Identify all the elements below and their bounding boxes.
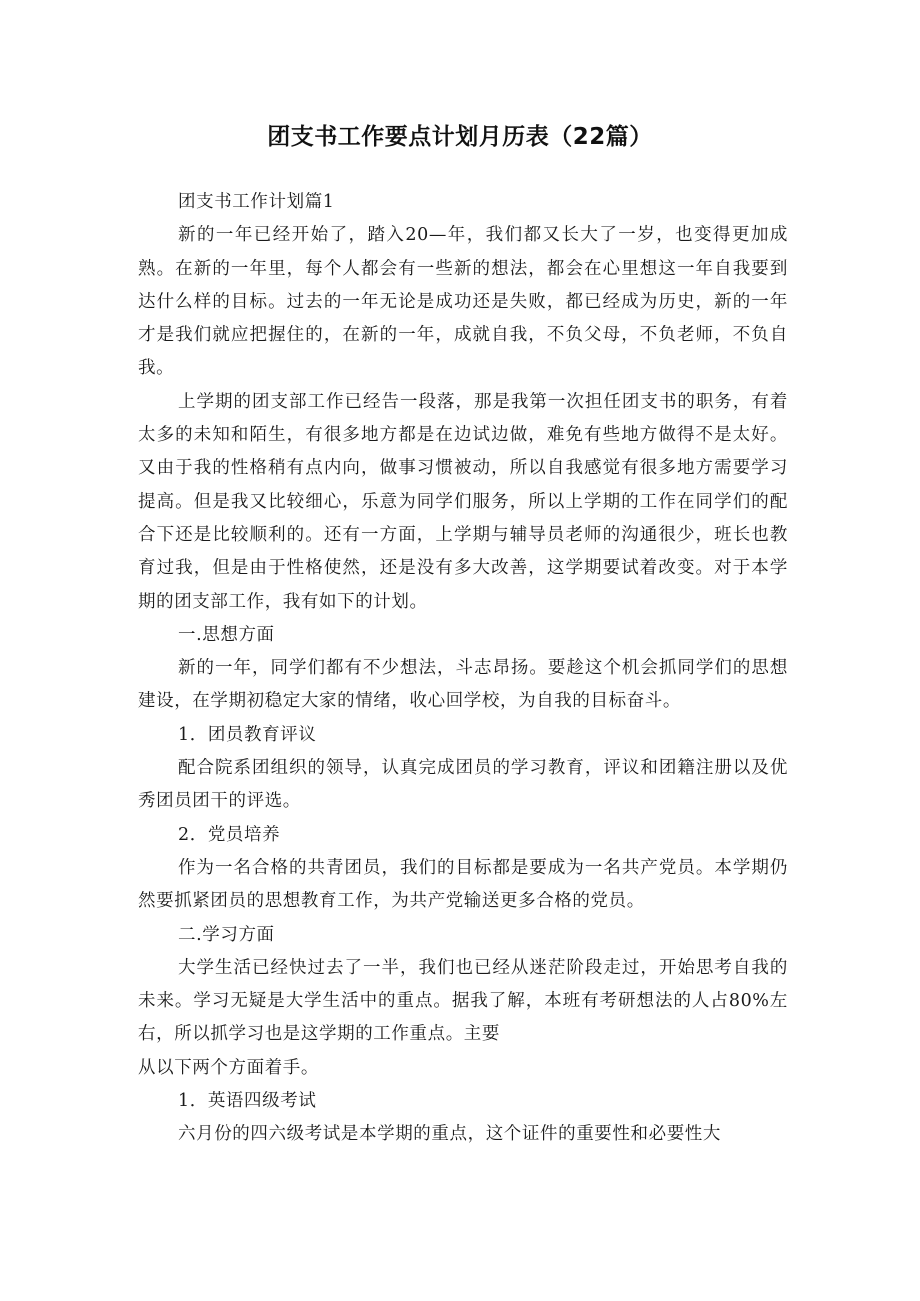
body-paragraph: 作为一名合格的共青团员，我们的目标都是要成为一名共产党员。本学期仍然要抓紧团员的思想教育工作，为共产党输送更多合格的党员。 [138,857,788,912]
section-heading: 团支书工作计划篇1 [178,192,335,212]
body-paragraph: 上学期的团支部工作已经告一段落，那是我第一次担任团支书的职务，有着太多的未知和陌生，有很多地方都是在边试边做，难免有些地方做得不是太好。又由于我的性格稍有点内向，做事习惯被动，所以自我感觉有很多地方需要学习提高。但是我又比较细心，乐意为同学们服务，所以上学期的工作在同学们的配合下还是比较顺利的。还有一方面，上学期与辅导员老师的沟通很少，班长也教育过我，但是由于性格使然，还是没有多大改善，这学期要试着改变。对于本学期的团支部工作，我有如下的计划。 [138,391,788,612]
document-title: 团支书工作要点计划月历表（22篇） [267,124,653,150]
document-body [138,186,788,1152]
section-heading: 二.学习方面 [178,924,275,945]
section-heading: 一.思想方面 [178,624,275,645]
subsection-heading: 1．英语四级考试 [178,1091,317,1112]
body-paragraph-continuation: 从以下两个方面着手。 [138,1057,319,1078]
body-paragraph: 六月份的四六级考试是本学期的重点，这个证件的重要性和必要性大 [178,1124,721,1145]
subsection-heading: 2．党员培养 [178,824,281,845]
body-paragraph: 新的一年已经开始了，踏入20—年，我们都又长大了一岁，也变得更加成熟。在新的一年里，每个人都会有一些新的想法，都会在心里想这一年自我要到达什么样的目标。过去的一年无论是成功还是失败，都已经成为历史，新的一年才是我们就应把握住的，在新的一年，成就自我，不负父母，不负老师，不负自我。 [138,225,788,379]
body-paragraph: 新的一年，同学们都有不少想法，斗志昂扬。要趁这个机会抓同学们的思想建设，在学期初稳定大家的情绪，收心回学校，为自我的目标奋斗。 [138,658,788,712]
body-paragraph: 大学生活已经快过去了一半，我们也已经从迷茫阶段走过，开始思考自我的未来。学习无疑是大学生活中的重点。据我了解，本班有考研想法的人占80%左右，所以抓学习也是这学期的工作重点。主要 [138,957,788,1045]
body-paragraph: 配合院系团组织的领导，认真完成团员的学习教育，评议和团籍注册以及优秀团员团干的评选。 [138,758,788,812]
subsection-heading: 1．团员教育评议 [178,724,317,745]
